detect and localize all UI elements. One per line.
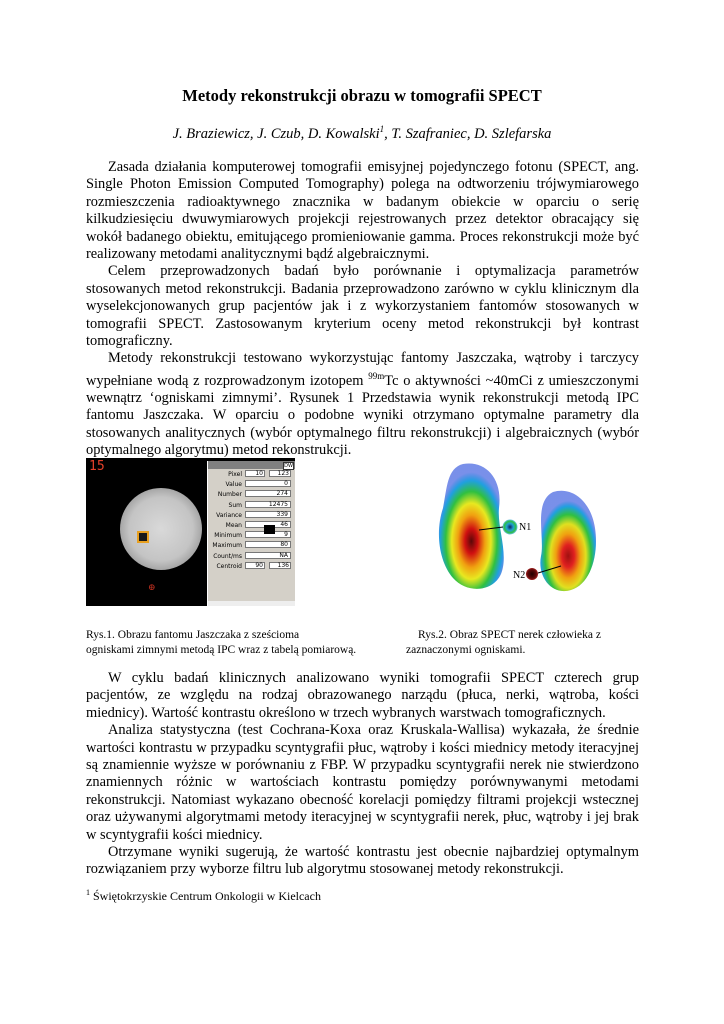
author-footnote-mark: 1 xyxy=(379,124,385,134)
footnote xyxy=(86,888,321,904)
authors-main: J. Braziewicz, J. Czub, D. Kowalski xyxy=(172,125,380,142)
label-n2: N2 xyxy=(513,570,526,581)
paragraph-3-part-b: Tc o aktywności ~40mCi z umieszczonymi wewnątrz ‘ogniskami zimnymi’. Rysunek 1 Przedstawia wynik rekonstrukcji metodą IPC fantomu Jaszczaka. W oparciu o podobne wyniki otrzymano optymalne parametry dla stosowanych analitycznych (wybór optymalnego filtru rekonstrukcji) i algebraicznych (wybór optymalnego algorytmu) metod rekonstrukcji. xyxy=(86,372,639,459)
window-tag: DW xyxy=(284,463,293,469)
paragraph-3 xyxy=(86,350,639,459)
body-text-top xyxy=(86,159,639,460)
figure-2-kidney-spect-image xyxy=(425,458,625,608)
table-row: Mean 46 xyxy=(208,520,295,530)
paragraph-1: Zasada działania komputerowej tomografii emisyjnej pojedynczego fotonu (SPECT, ang. Single Photon Emission Computed Tomography) polega na odtworzeniu trójwymiarowego rozmieszczenia radioaktywnego znacznika w badanym obiekcie w oparciu o serię kilkudziesięciu dwuwymiarowych projekcji rejestrowanych przez detektor obracający się wokół badanego obiektu, emitującego promieniowanie gamma. Proces rekonstrukcji może być realizowany metodami analitycznymi bądź algebraicznymi. xyxy=(86,159,639,263)
footnote-mark: 1 xyxy=(86,888,90,897)
paper-title: Metody rekonstrukcji obrazu w tomografii SPECT xyxy=(182,86,542,105)
figure-2-caption-line-2: zaznaczonymi ogniskami. xyxy=(406,643,526,656)
figure-1-caption-line-2: ogniskami zimnymi metodą IPC wraz z tabelą pomiarową. xyxy=(86,643,357,656)
table-row: Number 274 xyxy=(208,489,295,499)
figure-1-caption-line-1: Rys.1. Obrazu fantomu Jaszczaka z sześciomа xyxy=(86,629,300,641)
authors-rest: , T. Szafraniec, D. Szlefarska xyxy=(384,125,552,142)
roi-marker xyxy=(137,531,149,543)
footnote-text: Świętokrzyskie Centrum Onkologii w Kielcach xyxy=(90,889,321,903)
measurement-table-header xyxy=(208,461,295,469)
paragraph-4: W cyklu badań klinicznych analizowano wyniki tomografii SPECT czterech grup pacjentów, ze względu na rodzaj obrazowanego narządu (płuca, nerki, wątroba, kości miednicy). Wartość kontrastu określono w trzech wybranych warstwach tomograficznych. xyxy=(86,670,639,721)
paragraph-2: Celem przeprowadzonych badań było porównanie i optymalizacja parametrów stosowanych metod rekonstrukcji. Badania przeprowadzono zarówno w cyklu klinicznym dla wyselekcjonowanych grup pacjentów jak i z wykorzystaniem fantomów stosowanych w tomografii SPECT. Zastosowanym kryterium oceny metod rekonstrukcji był kontrast tomograficzny. xyxy=(86,263,639,350)
phantom-disc xyxy=(120,488,202,570)
isotope-mass-number: 99m xyxy=(368,370,385,381)
mouse-pointer-icon xyxy=(264,525,275,534)
figure-2-caption xyxy=(406,628,646,657)
slice-number: 15 xyxy=(89,459,105,474)
kidney-right xyxy=(540,491,596,591)
paragraph-3-part-a: Metody rekonstrukcji testowano wykorzystując fantomy Jaszczaka, wątroby i tarczycy wypełniane wodą z rozprowadzonym izotopem xyxy=(86,350,639,389)
lesion-n1 xyxy=(503,520,518,535)
table-row: Sum 12475 xyxy=(208,500,295,510)
table-row: Minimum 9 xyxy=(208,530,295,540)
table-row: Variance 339 xyxy=(208,510,295,520)
author-list xyxy=(0,124,724,143)
table-row: Value 0 xyxy=(208,479,295,489)
table-row: Centroid 90 136 xyxy=(216,561,289,570)
paragraph-5: Analiza statystyczna (test Cochrana-Koxa oraz Kruskala-Wallisa) wykazała, że średnie wartości kontrastu w przypadku scyntygrafii płuc, wątroby i kości miednicy metody iteracyjnej są znamiennie wyższe w porównaniu z FBP. W przypadku scyntygrafii nerek nie stwierdzono znamiennych różnic w wartościach kontrastu pomiędzy porównywanymi metodami rekonstrukcji. Natomiast wykazano obecność korelacji pomiędzy filtrami projekcji wstecznej oraz używanymi algorytmami metody iteracyjnej w scyntygrafii nerek, płuc, wątroby i jej brak w scyntygrafii kości miednicy. xyxy=(86,722,639,843)
table-row: Pixel 10 123 xyxy=(228,470,289,478)
figure-1-phantom-image xyxy=(86,458,295,606)
body-text-bottom xyxy=(86,670,639,879)
lesion-n2 xyxy=(526,568,538,580)
table-row: Maximum 80 xyxy=(208,540,295,550)
figure-1-caption xyxy=(86,628,396,657)
measurement-table xyxy=(207,461,295,606)
label-n1: N1 xyxy=(519,522,532,533)
kidney-left xyxy=(439,463,504,588)
crosshair-icon: ⊕ xyxy=(148,582,156,592)
paragraph-6: Otrzymane wyniki sugerują, że wartość kontrastu jest obecnie najbardziej optymalnym rozwiązaniem przy wyborze filtru lub algorytmu stosowanej metody rekonstrukcji. xyxy=(86,844,639,878)
table-scrollbar xyxy=(208,601,295,606)
table-row: Count/ms NA xyxy=(208,551,295,561)
figure-2-caption-line-1: Rys.2. Obraz SPECT nerek człowieka z xyxy=(418,629,601,641)
